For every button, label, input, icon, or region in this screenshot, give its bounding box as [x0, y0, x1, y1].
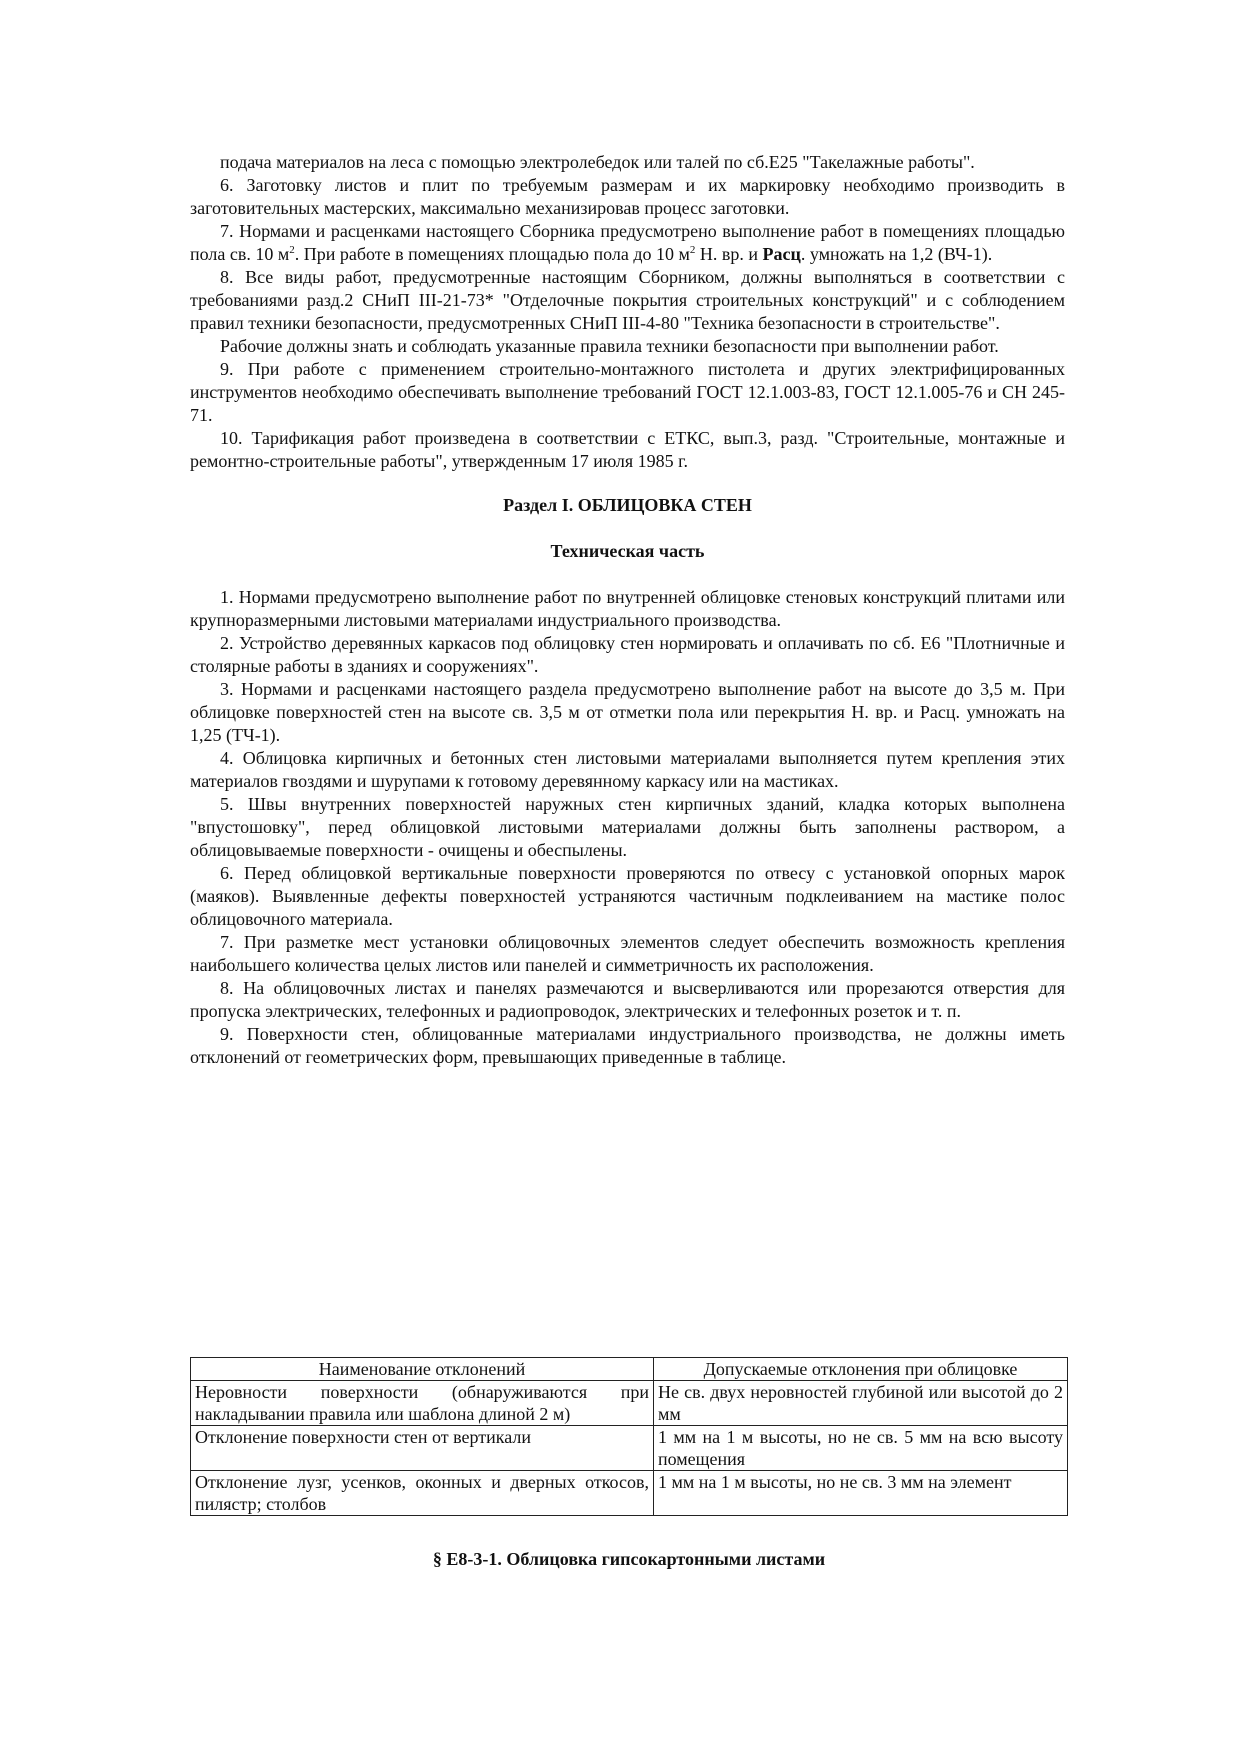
section-item-7: 7. При разметке мест установки облицовочных элементов следует обеспечить возможность крепления наибольшего количества целых листов или панелей и симметричность их расположения.: [190, 932, 1065, 975]
paragraph-7: 7. Нормами и расценками настоящего Сборника предусмотрено выполнение работ в помещениях площадью пола св. 10 $м^2$. При работе в помещениях площадью пола до 10 $м^2$ Н. вр. и Расц. умножать на 1,2 (ВЧ-1).: [190, 221, 1065, 264]
paragraph-8: 8. Все виды работ, предусмотренные настоящим Сборником, должны выполняться в соответствии с требованиями разд.2 СНиП III-21-73* "Отделочные покрытия строительных конструкций" и с соблюдением правил техники безопасности, предусмотренных СНиП III-4-80 "Техника безопасности в строительстве".: [190, 267, 1065, 333]
table-cell: Отклонение поверхности стен от вертикали: [191, 1426, 654, 1471]
paragraph-intro-continuation: подача материалов на леса с помощью электролебедок или талей по сб.Е25 "Такелажные работы".: [220, 152, 975, 172]
table-cell: Неровности поверхности (обнаруживаются при накладывании правила или шаблона длиной 2 м): [191, 1381, 654, 1426]
table-header-cell: Допускаемые отклонения при облицовке: [654, 1358, 1068, 1381]
section-subtitle: Техническая часть: [550, 541, 705, 561]
section-item-9: 9. Поверхности стен, облицованные материалами индустриального производства, не должны иметь отклонений от геометрических форм, превышающих приведенные в таблице.: [190, 1024, 1065, 1067]
subsection-title: § Е8-3-1. Облицовка гипсокартонными листами: [432, 1549, 826, 1569]
table-row: [191, 1381, 1068, 1426]
paragraph-9: 9. При работе с применением строительно-монтажного пистолета и других электрифицированных инструментов необходимо обеспечивать выполнение требований ГОСТ 12.1.003-83, ГОСТ 12.1.005-76 и СН 245-71.: [190, 359, 1065, 425]
table-row: [191, 1471, 1068, 1516]
section-item-6: 6. Перед облицовкой вертикальные поверхности проверяются по отвесу с установкой опорных марок (маяков). Выявленные дефекты поверхностей устраняются частичным подклеиванием на мастике полос облицовочного материала.: [190, 863, 1065, 929]
paragraph-6: 6. Заготовку листов и плит по требуемым размерам и их маркировку необходимо производить в заготовительных мастерских, максимально механизировав процесс заготовки.: [190, 175, 1065, 218]
table-cell: Не св. двух неровностей глубиной или высотой до 2 мм: [654, 1381, 1068, 1426]
table-cell: Отклонение лузг, усенков, оконных и дверных откосов, пилястр; столбов: [191, 1471, 654, 1516]
deviations-table: [190, 1357, 1068, 1516]
section-item-4: 4. Облицовка кирпичных и бетонных стен листовыми материалами выполняется путем крепления этих материалов гвоздями и шурупами к готовому деревянному каркасу или на мастиках.: [190, 748, 1065, 791]
section-title: Раздел I. ОБЛИЦОВКА СТЕН: [503, 495, 752, 515]
table-cell: 1 мм на 1 м высоты, но не св. 5 мм на всю высоту помещения: [654, 1426, 1068, 1471]
document-body: [190, 151, 1065, 1069]
section-item-3: 3. Нормами и расценками настоящего раздела предусмотрено выполнение работ на высоте до 3,5 м. При облицовке поверхностей стен на высоте св. 3,5 м от отметки пола или перекрытия Н. вр. и Расц. умножать на 1,25 (ТЧ-1).: [190, 679, 1065, 745]
section-item-2: 2. Устройство деревянных каркасов под облицовку стен нормировать и оплачивать по сб. Е6 "Плотничные и столярные работы в зданиях и сооружениях".: [190, 633, 1065, 676]
section-item-5: 5. Швы внутренних поверхностей наружных стен кирпичных зданий, кладка которых выполнена "впустошовку", перед облицовкой листовыми материалами должны быть заполнены раствором, а облицовываемые поверхности - очищены и обеспылены.: [190, 794, 1065, 860]
table-cell: 1 мм на 1 м высоты, но не св. 3 мм на элемент: [654, 1471, 1068, 1516]
section-item-8: 8. На облицовочных листах и панелях размечаются и высверливаются или прорезаются отверстия для пропуска электрических, телефонных и радиопроводок, электрических и телефонных розеток и т. п.: [190, 978, 1065, 1021]
paragraph-8-note: Рабочие должны знать и соблюдать указанные правила техники безопасности при выполнении работ.: [220, 336, 999, 356]
section-item-1: 1. Нормами предусмотрено выполнение работ по внутренней облицовке стеновых конструкций плитами или крупноразмерными листовыми материалами индустриального производства.: [190, 587, 1065, 630]
paragraph-10: 10. Тарификация работ произведена в соответствии с ЕТКС, вып.3, разд. "Строительные, монтажные и ремонтно-строительные работы", утвержденным 17 июля 1985 г.: [190, 428, 1065, 471]
table-header-row: [191, 1358, 1068, 1381]
table-header-cell: Наименование отклонений: [191, 1358, 654, 1381]
table-row: [191, 1426, 1068, 1471]
